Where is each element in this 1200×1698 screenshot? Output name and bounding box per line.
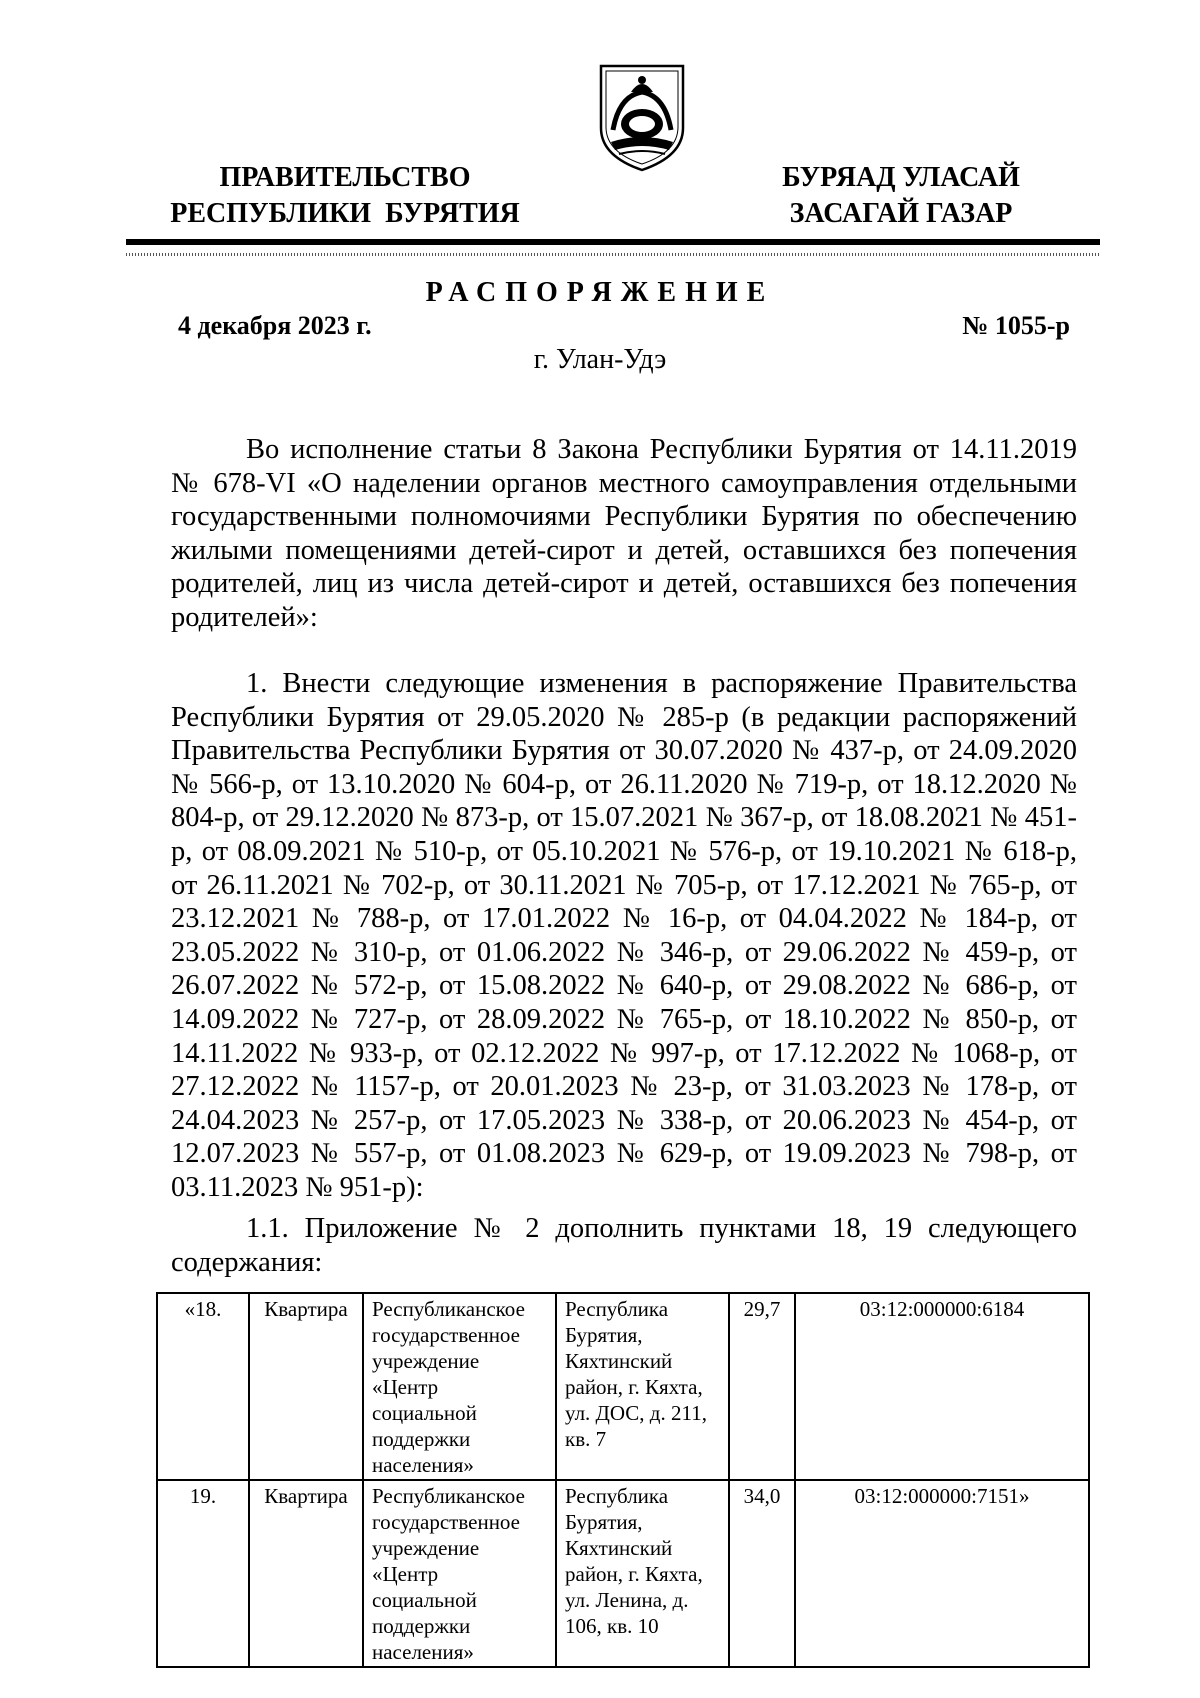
property-area: 29,7: [729, 1293, 795, 1480]
property-type: Квартира: [249, 1293, 363, 1480]
item-1-text: 1. Внести следующие изменения в распоряжение Правительства Республики Бурятия от 29.05.2020 № 285-р (в редакции распоряжений Правительства Республики Бурятия от 30.07.2020 № 437-р, от 24.09.2020 № 566-р, от 13.10.2020 № 604-р, от 26.11.2020 № 719-р, от 18.12.2020 № 804-р, от 29.12.2020 № 873-р, от 15.07.2021 № 367-р, от 18.08.2021 № 451-р, от 08.09.2021 № 510-р, от 05.10.2021 № 576-р, от 19.10.2021 № 618-р, от 26.11.2021 № 702-р, от 30.11.2021 № 705-р, от 17.12.2021 № 765-р, от 23.12.2021 № 788-р, от 17.01.2022 № 16-р, от 04.04.2022 № 184-р, от 23.05.2022 № 310-р, от 01.06.2022 № 346-р, от 29.06.2022 № 459-р, от 26.07.2022 № 572-р, от 15.08.2022 № 640-р, от 29.08.2022 № 686-р, от 14.09.2022 № 727-р, от 28.09.2022 № 765-р, от 18.10.2022 № 850-р, от 14.11.2022 № 933-р, от 02.12.2022 № 997-р, от 17.12.2022 № 1068-р, от 27.12.2022 № 1157-р, от 20.01.2023 № 23-р, от 31.03.2023 № 178-р, от 24.04.2023 № 257-р, от 17.05.2023 № 338-р, от 20.06.2023 № 454-р, от 12.07.2023 № 557-р, от 01.08.2023 № 629-р, от 19.09.2023 № 798-р, от 03.11.2023 № 951-р):: [171, 668, 1077, 1203]
header-right-line-1: БУРЯАД УЛАСАЙ: [782, 162, 1020, 193]
header-right-line-2: ЗАСАГАЙ ГАЗАР: [789, 198, 1013, 229]
property-holder: Республиканское государственное учреждение «Центр социальной поддержки населения»: [363, 1293, 556, 1480]
government-name-buryat: [742, 160, 1060, 232]
property-address: Республика Бурятия, Кяхтинский район, г. Кяхта, ул. ДОС, д. 211, кв. 7: [556, 1293, 729, 1480]
document-number: № 1055-р: [962, 311, 1070, 340]
coat-of-arms-icon: [593, 56, 691, 174]
document-city: г. Улан-Удэ: [533, 344, 667, 375]
header-divider-dotted: [126, 253, 1100, 256]
preamble-paragraph: [171, 433, 1077, 635]
table-row: [157, 1293, 1089, 1480]
item-1-1-text: 1.1. Приложение № 2 дополнить пунктами 18, 19 следующего содержания:: [171, 1213, 1077, 1278]
header-left-line-1: ПРАВИТЕЛЬСТВО: [219, 162, 471, 193]
item-1-1-paragraph: [171, 1212, 1077, 1279]
table-row: [157, 1480, 1089, 1667]
property-holder: Республиканское государственное учреждение «Центр социальной поддержки населения»: [363, 1480, 556, 1667]
property-type: Квартира: [249, 1480, 363, 1667]
row-number: 19.: [157, 1480, 249, 1667]
property-table: [156, 1292, 1090, 1668]
cadastral-number: 03:12:000000:7151»: [795, 1480, 1089, 1667]
government-name-russian: [150, 160, 540, 232]
property-area: 34,0: [729, 1480, 795, 1667]
preamble-text: Во исполнение статьи 8 Закона Республики Бурятия от 14.11.2019 № 678-VI «О наделении органов местного самоуправления отдельными государственными полномочиями Республики Бурятия по обеспечению жилыми помещениями детей-сирот и детей, оставшихся без попечения родителей, лиц из числа детей-сирот и детей, оставшихся без попечения родителей»:: [171, 434, 1077, 633]
document-type-title: РАСПОРЯЖЕНИЕ: [425, 277, 775, 308]
row-number: «18.: [157, 1293, 249, 1480]
document-date: 4 декабря 2023 г.: [178, 311, 372, 340]
item-1-paragraph: [171, 667, 1077, 1205]
cadastral-number: 03:12:000000:6184: [795, 1293, 1089, 1480]
property-address: Республика Бурятия, Кяхтинский район, г. Кяхта, ул. Ленина, д. 106, кв. 10: [556, 1480, 729, 1667]
header-divider-thick: [126, 239, 1100, 245]
header-left-line-2: РЕСПУБЛИКИ БУРЯТИЯ: [170, 198, 520, 229]
